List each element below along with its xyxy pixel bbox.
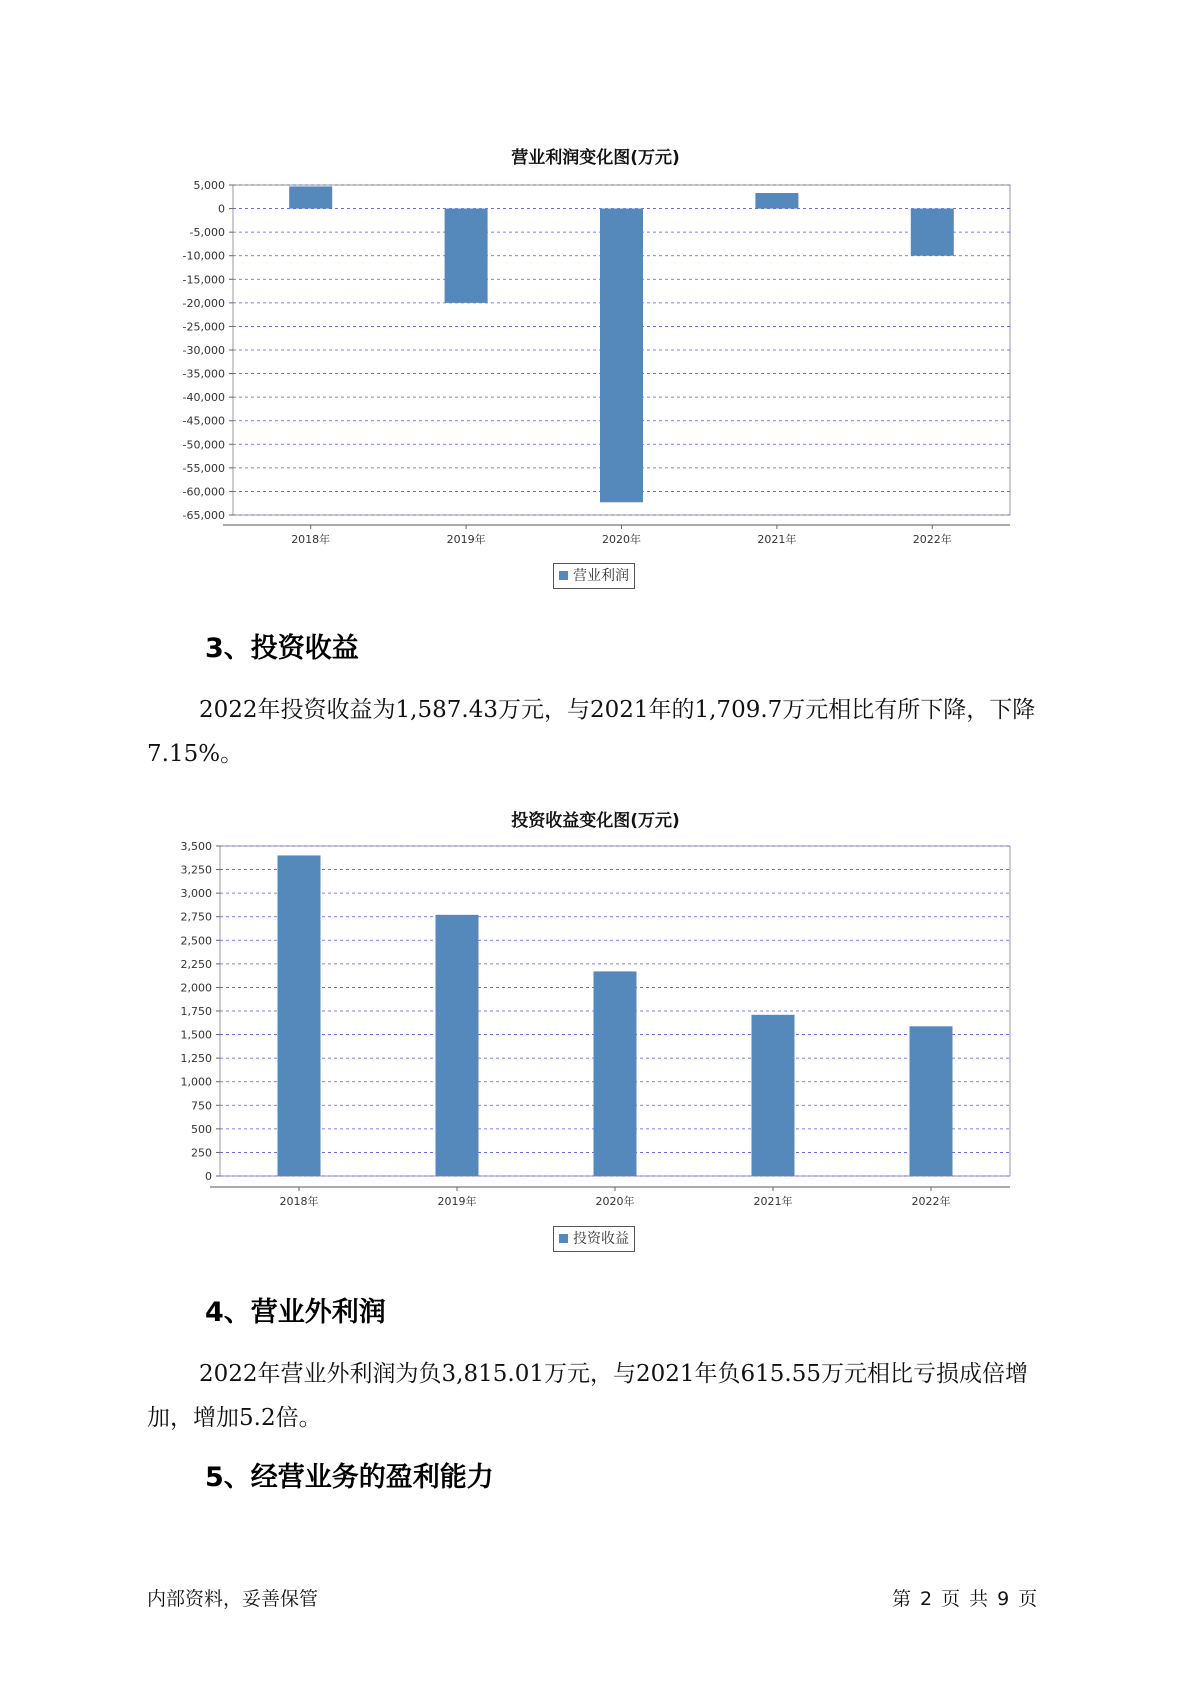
chart1-ytick-label: -40,000 bbox=[182, 391, 225, 405]
chart2-ytick-label: 2,250 bbox=[180, 957, 212, 971]
chart2-bar bbox=[594, 971, 637, 1176]
chart2-ytick-label: 0 bbox=[205, 1170, 212, 1183]
chart2-legend-label: 投资收益 bbox=[573, 1231, 629, 1247]
page-number: 2 bbox=[920, 1588, 933, 1610]
chart2-ytick-label: 1,500 bbox=[180, 1028, 212, 1042]
section4-heading: 4、营业外利润 bbox=[205, 1297, 386, 1328]
chart2-ytick-label: 1,000 bbox=[180, 1075, 212, 1089]
section5-heading: 5、经营业务的盈利能力 bbox=[205, 1462, 494, 1493]
chart1-xtick-label: 2021年 bbox=[757, 533, 797, 546]
chart2-xtick-label: 2020年 bbox=[595, 1195, 635, 1208]
chart2-ytick-label: 1,250 bbox=[180, 1052, 212, 1066]
chart1-ytick-label: -10,000 bbox=[182, 249, 225, 263]
chart1-ytick-label: -45,000 bbox=[182, 414, 225, 428]
chart1-ytick-label: 0 bbox=[218, 202, 225, 216]
page-label-mid: 页 bbox=[941, 1588, 961, 1610]
chart1-xtick-label: 2022年 bbox=[912, 533, 952, 546]
footer-page-info bbox=[892, 1584, 1046, 1611]
chart2-legend bbox=[553, 1226, 635, 1252]
chart2-ytick-label: 750 bbox=[191, 1099, 212, 1113]
chart2-ytick-label: 500 bbox=[191, 1122, 212, 1136]
chart1-ytick-label: 5,000 bbox=[193, 179, 225, 192]
legend-swatch-icon bbox=[559, 1234, 568, 1243]
chart2-ytick-label: 2,000 bbox=[180, 981, 212, 995]
chart1-title: 营业利润变化图(万元) bbox=[511, 148, 680, 168]
chart2-xtick-label: 2018年 bbox=[279, 1195, 319, 1208]
chart2-bar bbox=[910, 1026, 953, 1176]
chart2-bar bbox=[436, 915, 479, 1176]
chart2-ytick-label: 3,250 bbox=[180, 863, 212, 877]
chart2-ytick-label: 250 bbox=[191, 1146, 212, 1160]
chart1-ytick-label: -35,000 bbox=[182, 367, 225, 381]
total-label-suffix: 页 bbox=[1018, 1588, 1038, 1610]
chart1-ytick-label: -25,000 bbox=[182, 320, 225, 334]
section3-paragraph: 2022年投资收益为1,587.43万元，与2021年的1,709.7万元相比有所下降，下降7.15%。 bbox=[147, 697, 1036, 767]
chart1-ytick-label: -5,000 bbox=[189, 226, 225, 240]
chart2-ytick-label: 3,000 bbox=[180, 887, 212, 901]
page-label-prefix: 第 bbox=[892, 1588, 912, 1610]
chart1-ytick-label: -20,000 bbox=[182, 296, 225, 310]
chart2-xtick-label: 2021年 bbox=[753, 1195, 793, 1208]
chart1-ytick-label: -50,000 bbox=[182, 438, 225, 452]
chart1-xtick-label: 2018年 bbox=[291, 533, 331, 546]
chart1-ytick-label: -30,000 bbox=[182, 344, 225, 357]
section3-heading: 3、投资收益 bbox=[205, 633, 359, 664]
chart1-xtick-label: 2020年 bbox=[602, 533, 641, 546]
total-label-prefix: 共 bbox=[969, 1588, 989, 1610]
chart2-bar bbox=[278, 855, 321, 1176]
chart1-ytick-label: -65,000 bbox=[182, 509, 225, 522]
chart2-bar bbox=[752, 1015, 795, 1176]
chart1-legend-label: 营业利润 bbox=[573, 568, 629, 584]
footer-confidential-note: 内部资料，妥善保管 bbox=[147, 1588, 319, 1610]
chart2-xtick-label: 2019年 bbox=[437, 1195, 477, 1208]
chart1-ytick-label: -60,000 bbox=[182, 485, 225, 499]
chart2-xtick-label: 2022年 bbox=[911, 1195, 951, 1208]
chart1-xtick-label: 2019年 bbox=[446, 533, 486, 546]
chart2-ytick-label: 2,500 bbox=[180, 934, 212, 948]
chart1-ytick-label: -55,000 bbox=[182, 461, 225, 475]
section4-paragraph: 2022年营业外利润为负3,815.01万元，与2021年负615.55万元相比亏损成倍增加，增加5.2倍。 bbox=[147, 1361, 1028, 1431]
chart2-ytick-label: 2,750 bbox=[180, 910, 212, 924]
chart1-ytick-label: -15,000 bbox=[182, 273, 225, 287]
chart2-ytick-label: 3,500 bbox=[180, 840, 212, 853]
total-pages: 9 bbox=[997, 1588, 1010, 1610]
chart2-ytick-label: 1,750 bbox=[180, 1005, 212, 1018]
chart2-title: 投资收益变化图(万元) bbox=[511, 811, 680, 831]
